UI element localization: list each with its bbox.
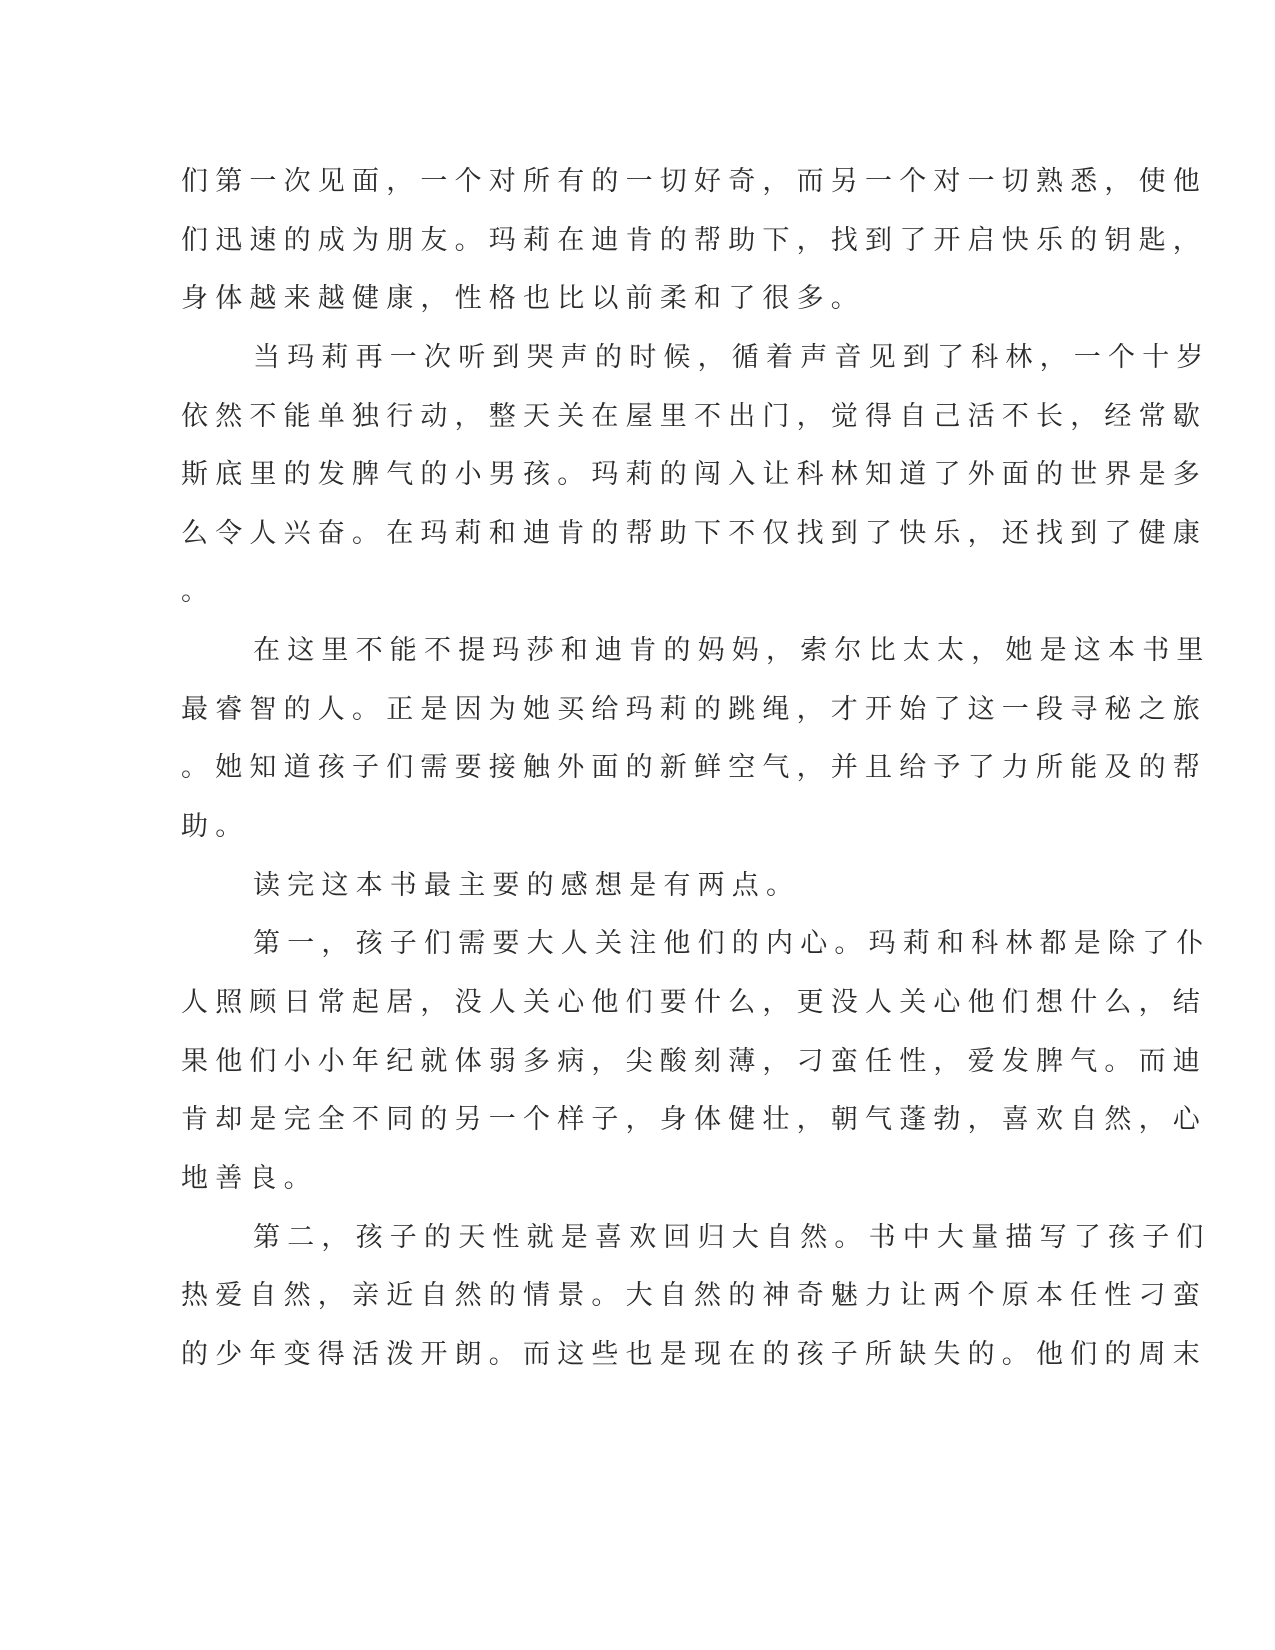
text-line: 最睿智的人。正是因为她买给玛莉的跳绳，才开始了这一段寻秘之旅 — [181, 694, 1207, 725]
text-line: 身体越来越健康，性格也比以前柔和了很多。 — [181, 283, 865, 314]
text-line: 果他们小小年纪就体弱多病，尖酸刻薄，刁蛮任性，爱发脾气。而迪 — [181, 1046, 1207, 1077]
text-line: 热爱自然，亲近自然的情景。大自然的神奇魅力让两个原本任性刁蛮 — [181, 1280, 1207, 1311]
text-line: 么令人兴奋。在玛莉和迪肯的帮助下不仅找到了快乐，还找到了健康 — [181, 518, 1207, 549]
text-line: 第二，孩子的天性就是喜欢回归大自然。书中大量描写了孩子们 — [253, 1222, 1211, 1253]
text-line: 当玛莉再一次听到哭声的时候，循着声音见到了科林，一个十岁 — [253, 342, 1211, 373]
text-line: 。 — [181, 576, 216, 607]
text-line: 肯却是完全不同的另一个样子，身体健壮，朝气蓬勃，喜欢自然，心 — [181, 1104, 1207, 1135]
text-line: 。她知道孩子们需要接触外面的新鲜空气，并且给予了力所能及的帮 — [181, 752, 1207, 783]
text-line: 助。 — [181, 811, 250, 842]
text-line: 在这里不能不提玛莎和迪肯的妈妈，索尔比太太，她是这本书里 — [253, 635, 1211, 666]
text-line: 地善良。 — [181, 1163, 318, 1194]
text-line: 们第一次见面，一个对所有的一切好奇，而另一个对一切熟悉，使他 — [181, 166, 1207, 197]
text-line: 第一，孩子们需要大人关注他们的内心。玛莉和科林都是除了仆 — [253, 928, 1211, 959]
text-line: 依然不能单独行动，整天关在屋里不出门，觉得自己活不长，经常歇 — [181, 401, 1207, 432]
text-line: 读完这本书最主要的感想是有两点。 — [253, 870, 801, 901]
text-line: 的少年变得活泼开朗。而这些也是现在的孩子所缺失的。他们的周末 — [181, 1339, 1207, 1370]
text-line: 斯底里的发脾气的小男孩。玛莉的闯入让科林知道了外面的世界是多 — [181, 459, 1207, 490]
text-line: 人照顾日常起居，没人关心他们要什么，更没人关心他们想什么，结 — [181, 987, 1207, 1018]
text-line: 们迅速的成为朋友。玛莉在迪肯的帮助下，找到了开启快乐的钥匙， — [181, 225, 1207, 256]
